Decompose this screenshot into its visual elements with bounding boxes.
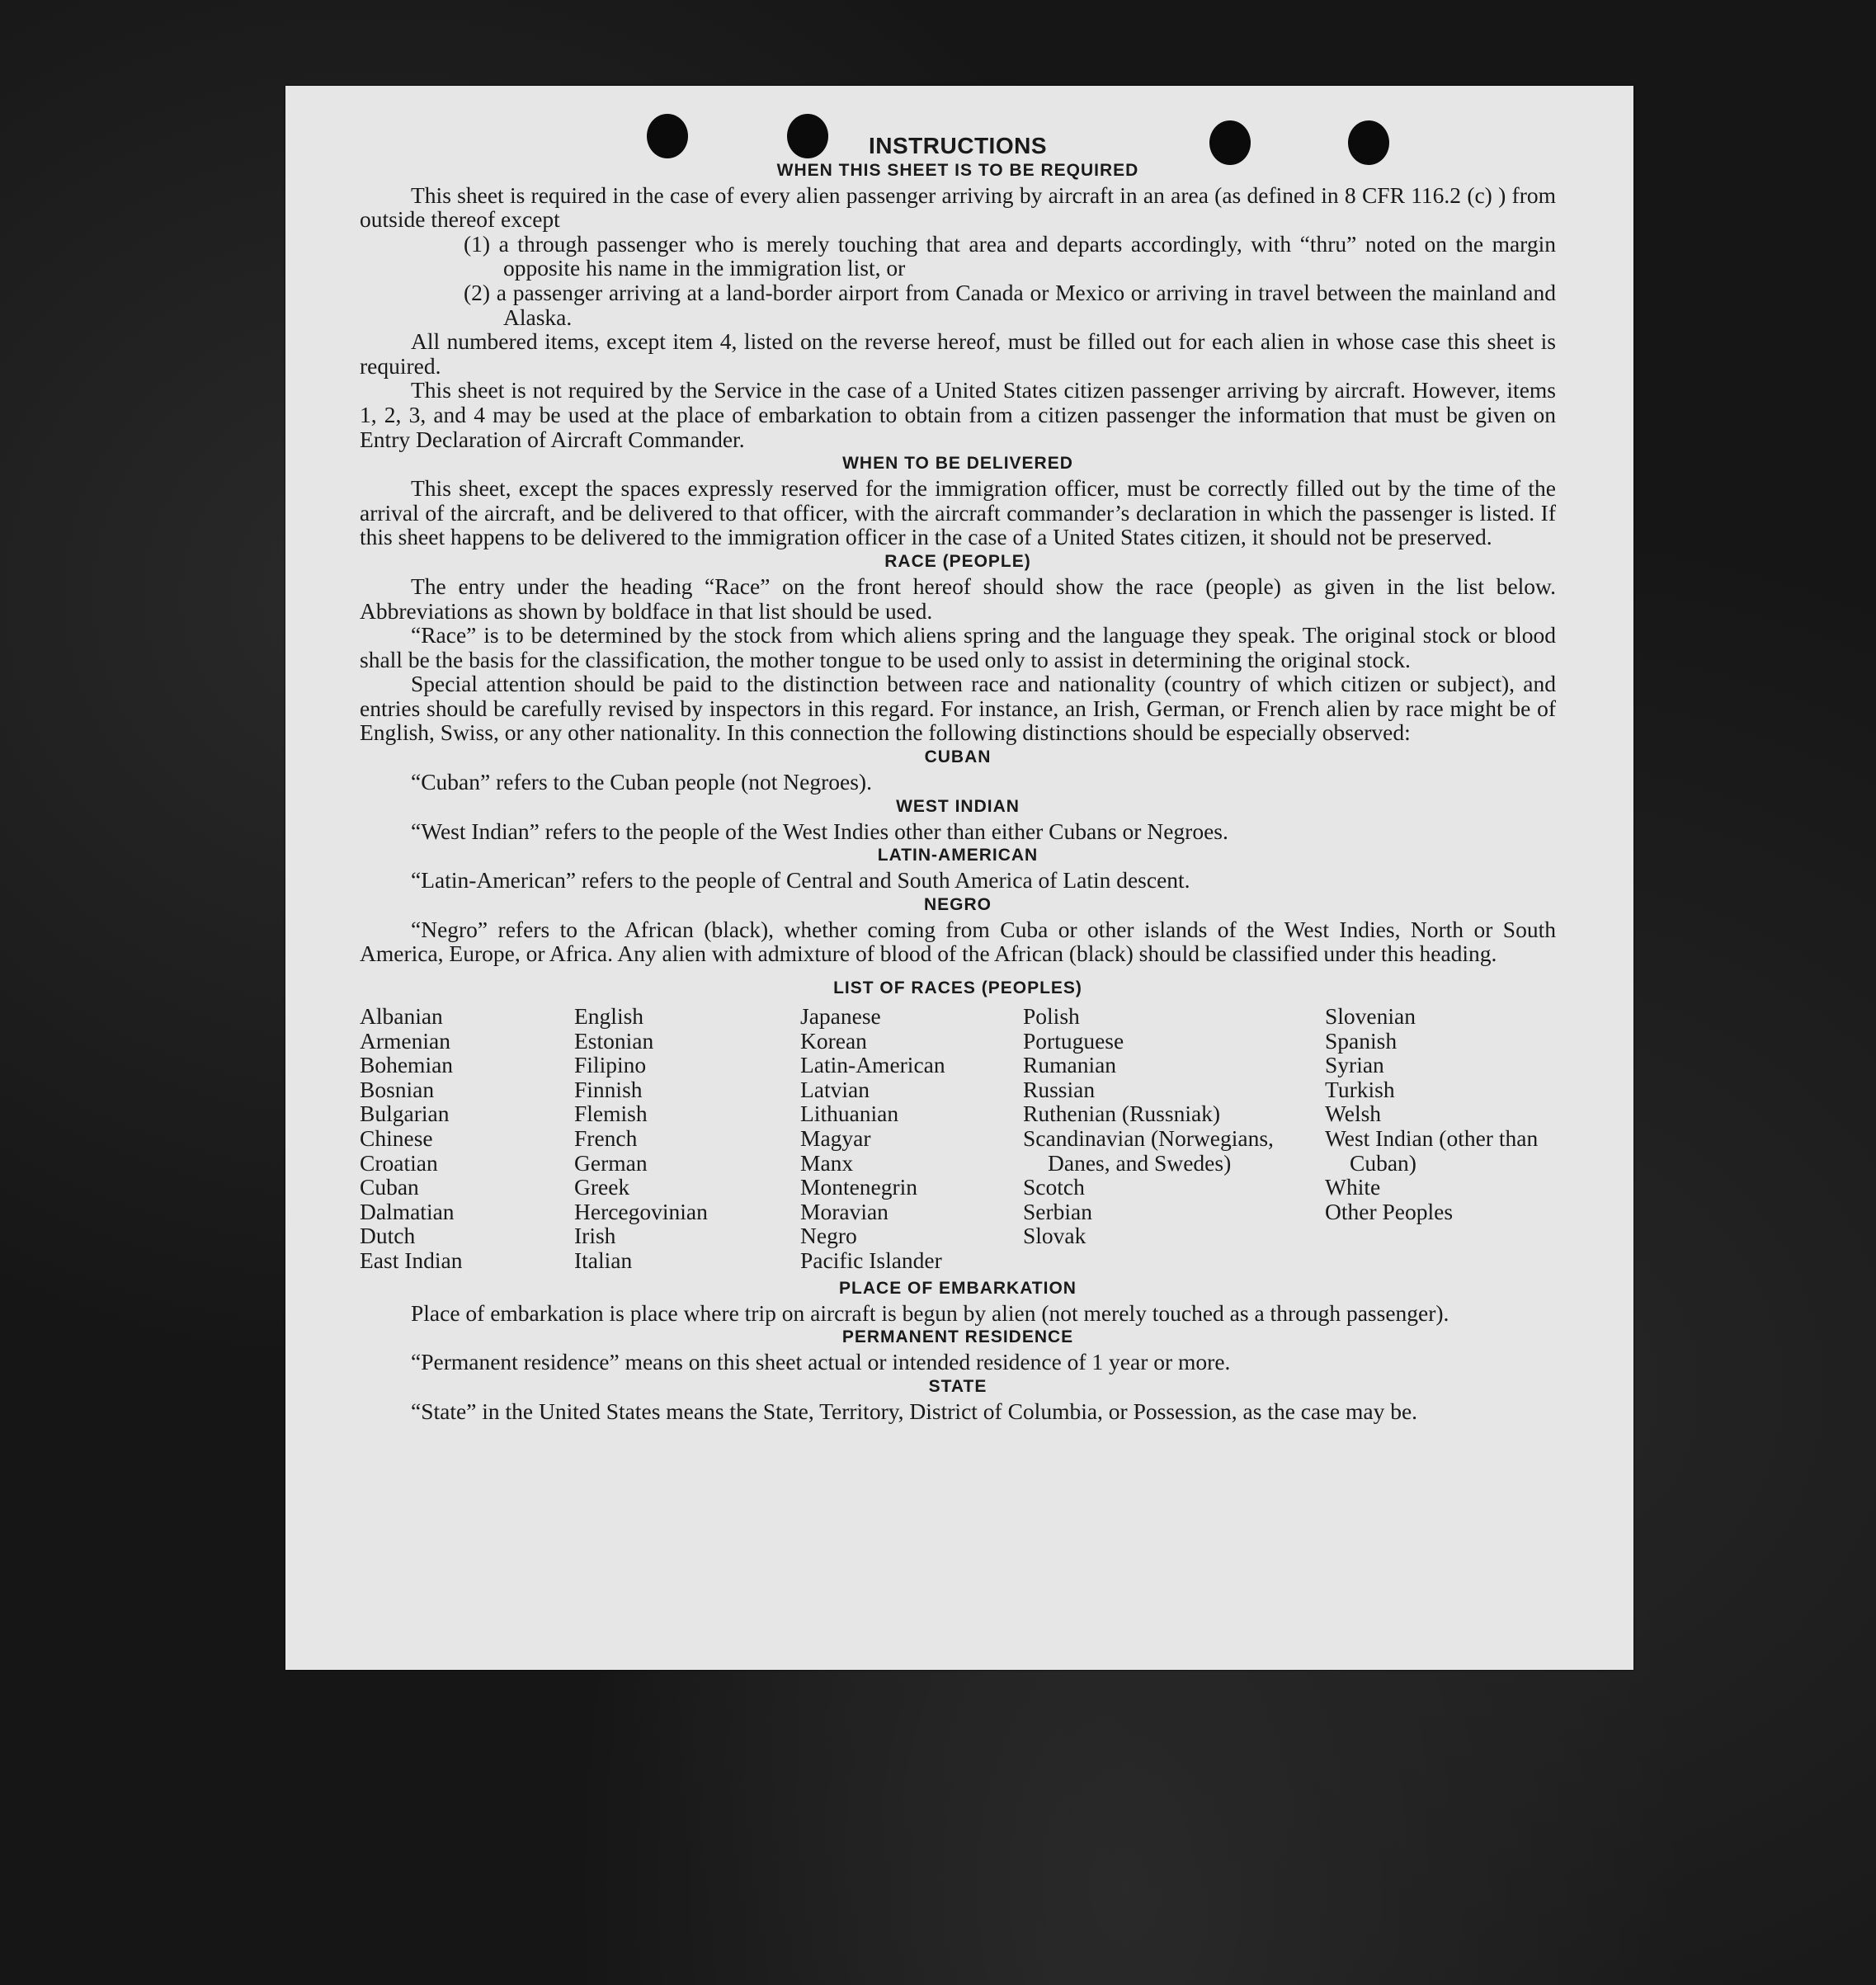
races-column (1325, 1004, 1556, 1273)
races-column (1023, 1004, 1325, 1273)
race-item: Pacific Islander (800, 1247, 942, 1273)
paragraph: “Permanent residence” means on this sheet actual or intended residence of 1 year or more. (411, 1349, 1231, 1375)
race-item: Filipino (574, 1052, 647, 1078)
document-sheet (285, 86, 1633, 1670)
list-item: (2) a passenger arriving at a land-border airport from Canada or Mexico or arriving in travel between the mainland and Alaska. (464, 279, 1556, 330)
race-item: Estonian (574, 1027, 654, 1054)
race-item: Bohemian (360, 1052, 454, 1078)
section-heading: RACE (PEOPLE) (884, 551, 1031, 571)
paragraph: “Cuban” refers to the Cuban people (not Negroes). (411, 769, 872, 795)
race-item: Portuguese (1023, 1027, 1124, 1054)
race-item: Syrian (1325, 1052, 1384, 1078)
race-item: Albanian (360, 1003, 443, 1030)
instructions-content (360, 134, 1556, 1423)
race-item: Croatian (360, 1149, 438, 1176)
race-item: Greek (574, 1174, 630, 1200)
races-column (800, 1004, 1023, 1273)
race-item: Japanese (800, 1003, 881, 1030)
race-item: Hercegovinian (574, 1198, 708, 1224)
race-item: Dalmatian (360, 1198, 455, 1224)
section-heading: WHEN TO BE DELIVERED (842, 454, 1073, 474)
section-heading: WEST INDIAN (896, 796, 1020, 816)
paragraph: “Race” is to be determined by the stock from which aliens spring and the language they speak. The original stock or blood shall be the basis for the classification, the mother tongue to be used only to assist in determining the original stock. (360, 622, 1556, 672)
race-item: Turkish (1325, 1076, 1395, 1102)
race-item: Italian (574, 1247, 633, 1273)
race-item: Cuban (360, 1174, 419, 1200)
paragraph: “State” in the United States means the State, Territory, District of Columbia, or Possession, as the case may be. (411, 1398, 1418, 1424)
race-item: Slovak (1023, 1223, 1086, 1249)
page-title: INSTRUCTIONS (869, 133, 1047, 158)
race-item: Korean (800, 1027, 867, 1054)
paragraph: All numbered items, except item 4, listed on the reverse hereof, must be filled out for each alien in whose case this sheet is required. (360, 328, 1556, 379)
section-heading: LATIN-AMERICAN (877, 846, 1039, 865)
section-heading: WHEN THIS SHEET IS TO BE REQUIRED (776, 160, 1139, 180)
race-item: Moravian (800, 1198, 889, 1224)
section-heading: LIST OF RACES (PEOPLES) (833, 978, 1082, 998)
paragraph: This sheet, except the spaces expressly reserved for the immigration officer, must be correctly filled out by the time of the arrival of the aircraft, and be delivered to that officer, with the aircraft commander’s declaration in which the passenger is listed. If this sheet happens to be delivered to the immigration officer in the case of a United States citizen, it should not be preserved. (360, 475, 1556, 550)
race-item: Slovenian (1325, 1003, 1416, 1030)
race-item: Armenian (360, 1027, 450, 1054)
race-item: Latin-American (800, 1052, 945, 1078)
race-item: Lithuanian (800, 1101, 899, 1127)
list-item: (1) a through passenger who is merely touching that area and departs accordingly, with “thru” noted on the margin opposite his name in the immigration list, or (464, 230, 1556, 281)
races-column (574, 1004, 800, 1273)
races-list (360, 1004, 1556, 1273)
races-column (360, 1004, 574, 1273)
paragraph: The entry under the heading “Race” on the front hereof should show the race (people) as given in the list below. Abbreviations as shown by boldface in that list should be used. (360, 573, 1556, 624)
race-item: West Indian (other than Cuban) (1325, 1125, 1539, 1176)
race-item: Chinese (360, 1125, 433, 1151)
section-heading: CUBAN (924, 747, 992, 767)
race-item: White (1325, 1174, 1381, 1200)
paragraph: “Negro” refers to the African (black), whether coming from Cuba or other islands of the West Indies, North or South America, Europe, or Africa. Any alien with admixture of blood of the African (black) should be classified under this heading. (360, 916, 1556, 967)
race-item: Polish (1023, 1003, 1080, 1030)
race-item: Montenegrin (800, 1174, 918, 1200)
race-item: Negro (800, 1223, 857, 1249)
race-item: Latvian (800, 1076, 870, 1102)
race-item: Bulgarian (360, 1101, 450, 1127)
paragraph: “West Indian” refers to the people of the West Indies other than either Cubans or Negroes. (411, 818, 1228, 844)
race-item: French (574, 1125, 638, 1151)
race-item: Manx (800, 1149, 854, 1176)
race-item: Ruthenian (Russniak) (1023, 1101, 1221, 1127)
race-item: East Indian (360, 1247, 463, 1273)
paragraph: Special attention should be paid to the distinction between race and nationality (country of which citizen or subject), and entries should be carefully revised by inspectors in this regard. For instance, an Irish, German, or French alien by race might be of English, Swiss, or any other nationality. In this connection the following distinctions should be especially observed: (360, 671, 1556, 746)
race-item: Rumanian (1023, 1052, 1117, 1078)
race-item: Flemish (574, 1101, 648, 1127)
race-item: Bosnian (360, 1076, 435, 1102)
race-item: Finnish (574, 1076, 643, 1102)
paragraph: “Latin-American” refers to the people of Central and South America of Latin descent. (411, 867, 1190, 893)
race-item: Scotch (1023, 1174, 1085, 1200)
section-heading: PLACE OF EMBARKATION (839, 1278, 1077, 1298)
race-item: Russian (1023, 1076, 1096, 1102)
paragraph: This sheet is required in the case of every alien passenger arriving by aircraft in an area (as defined in 8 CFR 116.2 (c) ) from outside thereof except (360, 182, 1556, 233)
race-item: Scandinavian (Norwegians, Danes, and Swedes) (1023, 1125, 1274, 1176)
race-item: Irish (574, 1223, 616, 1249)
section-heading: NEGRO (923, 894, 992, 914)
race-item: Magyar (800, 1125, 871, 1151)
race-item: German (574, 1149, 648, 1176)
paragraph: This sheet is not required by the Service in the case of a United States citizen passenger arriving by aircraft. However, items 1, 2, 3, and 4 may be used at the place of embarkation to obtain from a citizen passenger the information that must be given on Entry Declaration of Aircraft Commander. (360, 377, 1556, 452)
paragraph: Place of embarkation is place where trip on aircraft is begun by alien (not merely touched as a through passenger). (411, 1299, 1449, 1326)
race-item: English (574, 1003, 644, 1030)
race-item: Other Peoples (1325, 1198, 1454, 1224)
race-item: Spanish (1325, 1027, 1398, 1054)
section-heading: STATE (928, 1376, 987, 1396)
section-heading: PERMANENT RESIDENCE (841, 1327, 1074, 1347)
race-item: Serbian (1023, 1198, 1093, 1224)
race-item: Welsh (1325, 1101, 1382, 1127)
race-item: Dutch (360, 1223, 416, 1249)
